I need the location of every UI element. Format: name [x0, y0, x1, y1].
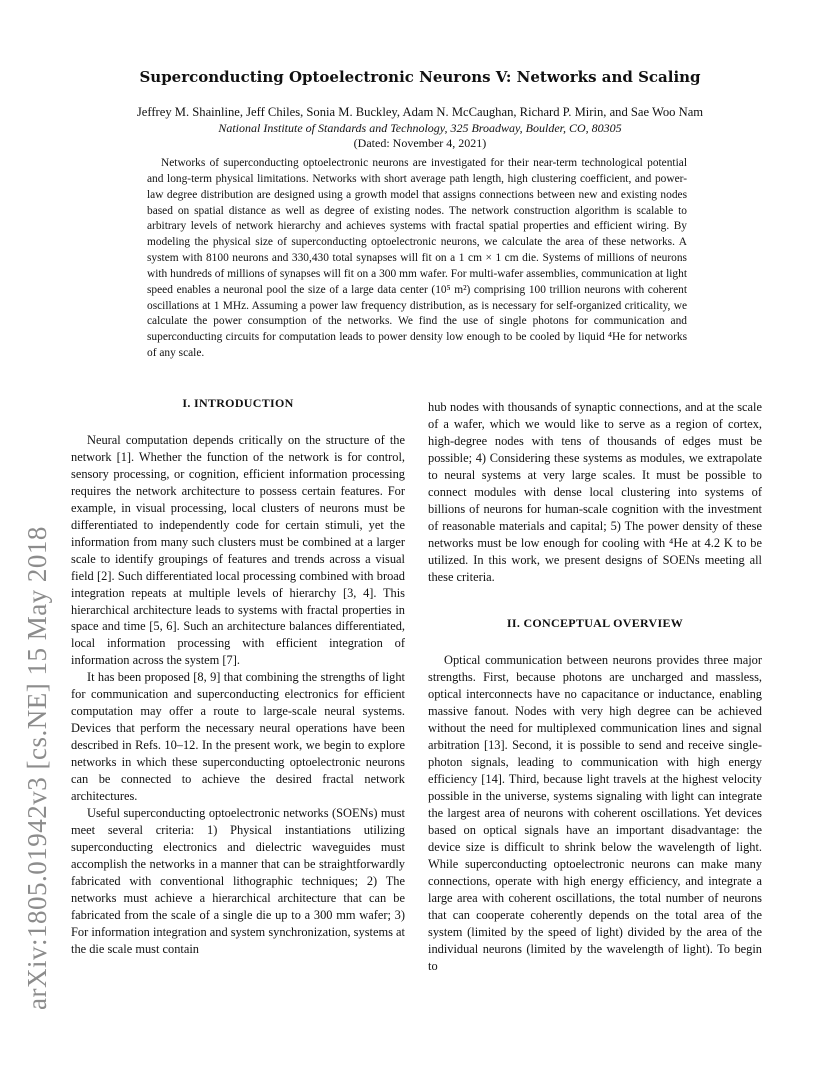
paper-title: Superconducting Optoelectronic Neurons V: Networks and Scaling [139, 68, 701, 86]
left-column [71, 396, 405, 958]
section-heading-conceptual-overview: II. CONCEPTUAL OVERVIEW [506, 616, 684, 631]
intro-paragraph-3-continued: hub nodes with thousands of synaptic connections, and at the scale of a wafer, which we would like to serve as a region of cortex, high-degree nodes with tens of thousands of edges must be possible; 4) Considering these systems as modules, we extrapolate to neural systems at very large scales. It must be possible to connect modules with dense local clustering into systems of billions of neurons for human-scale cognition with the investment of reasonable materials and capital; 5) The power density of these networks must be low enough for cooling with ⁴He at 4.2 K to be utilized. In this work, we present designs of SOENs meeting all these criteria. [428, 400, 762, 584]
abstract: Networks of superconducting optoelectronic neurons are investigated for their near-term technological potential and long-term physical limitations. Networks with short average path length, high clustering coefficient, and power-law degree distribution are designed using a growth model that assigns connections between new and existing nodes based on spatial distance as well as degree of existing nodes. The network construction algorithm is scalable to arbitrary levels of network hierarchy and achieves systems with fractal spatial properties and efficient wiring. By modeling the physical size of superconducting optoelectronic neurons, we calculate the area of these networks. A system with 8100 neurons and 330,430 total synapses will fit on a 1 cm × 1 cm die. Systems of millions of neurons with hundreds of millions of synapses will fit on a 300 mm wafer. For multi-wafer assemblies, communication at light speed enables a neuronal pool the size of a large data center (10⁵ m²) comprising 100 trillion neurons with coherent oscillations at 1 MHz. Assuming a power law frequency distribution, as is necessary for self-organized criticality, we calculate the power consumption of the networks. We find the use of single photons for communication and superconducting circuits for computation leads to power density low enough to be cooled by liquid ⁴He for networks of any scale. [147, 157, 687, 360]
intro-paragraph-3: Useful superconducting optoelectronic networks (SOENs) must meet several criteria: 1) Physical instantiations utilizing superconducting electronics and dielectric waveguides must accomplish the networks in a manner that can be straightforwardly fabricated with conventional lithographic techniques; 2) The networks must achieve a hierarchical architecture that can be fabricated from the scale of a single die up to a 300 mm wafer; 3) For information integration and system synchronization, systems at the die scale must contain [71, 805, 405, 956]
intro-paragraph-2: It has been proposed [8, 9] that combining the strengths of light for communication and superconducting electronics for efficient computation may offer a route to large-scale neural systems. Devices that perform the necessary neural operations have been described in Refs. 10–12. In the present work, we begin to explore networks in which these superconducting optoelectronic neurons can be connected to achieve the desired fractal network architectures. [71, 670, 405, 804]
right-column [428, 399, 762, 975]
overview-paragraph-1: Optical communication between neurons provides three major strengths. First, because photons are uncharged and massless, optical interconnects have no capacitance or inductance, enabling massive fanout. Nodes with very high degree can be achieved without the need for multiplexed communication lines and signal arbitration [13]. Second, it is possible to send and receive single-photon signals, leading to communication with high energy efficiency [14]. Third, because light travels at the highest velocity possible in the universe, systems signaling with light can integrate the largest area of neurons with coherent oscillations. Yet devices based on optical signals have an important disadvantage: the device size is difficult to shrink below the wavelength of light. While superconducting optoelectronic neurons can make many connections, operate with high energy efficiency, and integrate a large area with coherent oscillations, the total number of neurons that can cooperate coherently depends on the total area of the system (limited by the speed of light) divided by the area of the individual neurons (limited by the wavelength of light). To begin to [428, 653, 762, 973]
intro-paragraph-1: Neural computation depends critically on the structure of the network [1]. Whether the function of the network is for control, sensory processing, or cognition, efficient information processing requires the network architecture to possess certain features. For example, in visual processing, local clusters of neurons must be differentiated to independently code for certain stimuli, yet the information from many such clusters must be combined at a larger scale to identify groupings of features and trends across a visual field [2]. Such differentiated local processing combined with broad integration repeats at multiple levels of hierarchy [3, 4]. This hierarchical architecture leads to systems with fractal properties in space and time [5, 6]. Such an architecture balances differentiated, local information processing with efficient integration of information across the system [7]. [71, 433, 405, 668]
arxiv-identifier: arXiv:1805.01942v3 [cs.NE] 15 May 2018 [22, 526, 52, 1010]
affiliation: National Institute of Standards and Technology, 325 Broadway, Boulder, CO, 80305 [218, 121, 622, 135]
date-line: (Dated: November 4, 2021) [353, 136, 487, 150]
author-list: Jeffrey M. Shainline, Jeff Chiles, Sonia M. Buckley, Adam N. McCaughan, Richard P. Mirin, and Sae Woo Nam [136, 105, 704, 119]
section-heading-introduction: I. INTRODUCTION [182, 396, 294, 410]
